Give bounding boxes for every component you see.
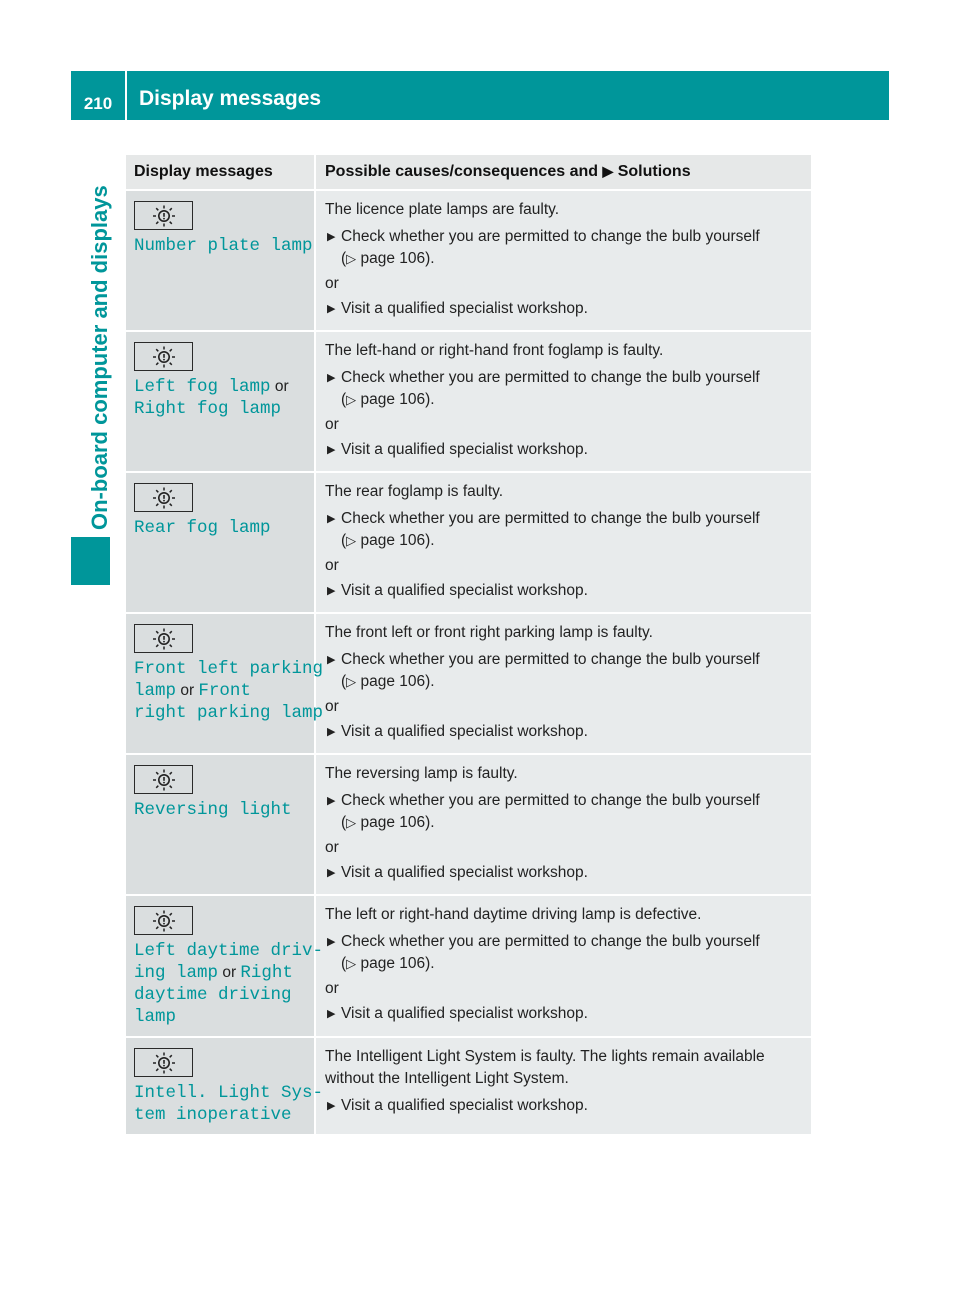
page-reference-link[interactable]: page 106). [356, 250, 435, 267]
or-separator: or [325, 557, 339, 574]
action-arrow-icon: ▶ [327, 231, 336, 243]
visit-workshop-text: Visit a qualified specialist workshop. [341, 723, 588, 740]
bulb-failure-icon [150, 204, 178, 228]
or-separator: or [325, 698, 339, 715]
visit-workshop-text: Visit a qualified specialist workshop. [341, 300, 588, 317]
table-row [126, 1037, 811, 1134]
message-code: Left fog lamp [134, 377, 271, 397]
check-action-text: Check whether you are permitted to change the bulb yourself [341, 369, 760, 386]
solutions-cell [315, 331, 811, 472]
visit-workshop-step [325, 298, 802, 320]
message-code: Rear fog lamp [134, 518, 271, 538]
check-action-text: Check whether you are permitted to change the bulb yourself [341, 792, 760, 809]
bulb-failure-icon [150, 486, 178, 510]
message-code: lamp [134, 681, 177, 701]
action-arrow-icon: ▶ [327, 444, 336, 456]
display-message-text [134, 376, 306, 420]
or-separator: or [325, 980, 339, 997]
page-ref-open: ( [341, 250, 347, 267]
check-action-step [325, 226, 802, 270]
display-message-cell [126, 613, 324, 754]
message-code: Front left parking [134, 659, 324, 679]
side-section-label: On-board computer and displays [87, 185, 112, 530]
bulb-failure-icon [134, 342, 193, 371]
bulb-failure-icon [134, 765, 193, 794]
page-reference-icon: ▷ [346, 815, 357, 830]
action-arrow-icon: ▶ [327, 303, 336, 315]
check-action-step [325, 367, 802, 411]
display-message-text [134, 235, 313, 257]
message-code: right parking lamp [134, 703, 324, 723]
display-message-text [134, 799, 306, 821]
check-action-text: Check whether you are permitted to change the bulb yourself [341, 933, 760, 950]
page-reference-link[interactable]: page 106). [356, 391, 435, 408]
page-reference-icon: ▷ [346, 674, 357, 689]
message-code: Intell. Light Sys- [134, 1083, 324, 1103]
page-reference-link[interactable]: page 106). [356, 673, 435, 690]
message-connector: or [270, 378, 289, 395]
solutions-cell [315, 895, 811, 1037]
action-arrow-icon: ▶ [327, 513, 336, 525]
cause-text: The front left or front right parking lamp is faulty. [325, 624, 653, 641]
or-separator: or [325, 839, 339, 856]
check-action-step [325, 508, 802, 552]
arrow-right-icon: ▶ [602, 163, 614, 179]
side-tab-marker [71, 537, 110, 585]
message-code: ing lamp [134, 963, 219, 983]
solutions-cell [315, 613, 811, 754]
page-title: Display messages [139, 87, 322, 110]
page-ref-open: ( [341, 955, 347, 972]
action-arrow-icon: ▶ [327, 726, 336, 738]
page-reference-link[interactable]: page 106). [356, 955, 435, 972]
or-separator: or [325, 275, 339, 292]
cause-text: The Intelligent Light System is faulty. The lights remain available without the Intelligent Light System. [325, 1048, 765, 1087]
visit-workshop-step [325, 580, 802, 602]
solutions-cell [315, 190, 811, 331]
table-row [126, 190, 811, 331]
display-message-cell [126, 331, 315, 472]
page-number: 210 [83, 94, 113, 113]
action-arrow-icon: ▶ [327, 654, 336, 666]
display-message-text [134, 1082, 324, 1126]
message-code: daytime driving [134, 985, 292, 1005]
solutions-cell [315, 472, 811, 613]
message-code: Right [240, 963, 293, 983]
action-arrow-icon: ▶ [327, 795, 336, 807]
page-reference-icon: ▷ [346, 392, 357, 407]
page-reference-icon: ▷ [346, 251, 357, 266]
page-reference-link[interactable]: page 106). [356, 814, 435, 831]
table-row [126, 895, 811, 1037]
cause-text: The rear foglamp is faulty. [325, 483, 504, 500]
check-action-step [325, 931, 802, 975]
cause-text: The left or right-hand daytime driving lamp is defective. [325, 906, 702, 923]
visit-workshop-step [325, 439, 802, 461]
bulb-failure-icon [150, 768, 178, 792]
visit-workshop-text: Visit a qualified specialist workshop. [341, 1005, 588, 1022]
bulb-failure-icon [134, 483, 193, 512]
table-row [126, 331, 811, 472]
page-reference-icon: ▷ [346, 533, 357, 548]
display-message-cell [126, 472, 315, 613]
display-message-text [134, 940, 324, 1028]
display-message-cell [126, 895, 324, 1037]
display-message-cell [126, 1037, 324, 1134]
visit-workshop-step [325, 721, 802, 743]
bulb-failure-icon [150, 1051, 178, 1075]
display-message-cell [126, 190, 315, 331]
page-ref-open: ( [341, 814, 347, 831]
display-message-text [134, 517, 306, 539]
page-ref-open: ( [341, 391, 347, 408]
page-reference-icon: ▷ [346, 956, 357, 971]
table-row [126, 613, 811, 754]
visit-workshop-text: Visit a qualified specialist workshop. [341, 1097, 588, 1114]
message-code: Right fog lamp [134, 399, 282, 419]
check-action-text: Check whether you are permitted to change the bulb yourself [341, 510, 760, 527]
page-ref-open: ( [341, 532, 347, 549]
action-arrow-icon: ▶ [327, 1008, 336, 1020]
bulb-failure-icon [150, 627, 178, 651]
column-header-display-messages: Display messages [126, 155, 315, 190]
bulb-failure-icon [134, 906, 193, 935]
message-code: Front [198, 681, 251, 701]
check-action-step [325, 790, 802, 834]
check-action-text: Check whether you are permitted to change the bulb yourself [341, 228, 760, 245]
or-separator: or [325, 416, 339, 433]
action-arrow-icon: ▶ [327, 372, 336, 384]
display-message-cell [126, 754, 315, 895]
solutions-cell [315, 1037, 811, 1134]
visit-workshop-text: Visit a qualified specialist workshop. [341, 864, 588, 881]
bulb-failure-icon [134, 624, 193, 653]
message-code: lamp [134, 1007, 177, 1027]
column-header-causes-solutions: Possible causes/consequences and ▶ Solutions [315, 155, 811, 190]
action-arrow-icon: ▶ [327, 867, 336, 879]
message-code: Number plate lamp [134, 236, 313, 256]
visit-workshop-text: Visit a qualified specialist workshop. [341, 441, 588, 458]
table-body [126, 190, 811, 1134]
bulb-failure-icon [150, 909, 178, 933]
cause-text: The left-hand or right-hand front foglamp is faulty. [325, 342, 664, 359]
message-code: Reversing light [134, 800, 292, 820]
bulb-failure-icon [134, 1048, 193, 1077]
cause-text: The licence plate lamps are faulty. [325, 201, 560, 218]
check-action-text: Check whether you are permitted to change the bulb yourself [341, 651, 760, 668]
display-message-text [134, 658, 324, 724]
table-row [126, 472, 811, 613]
message-code: tem inoperative [134, 1105, 292, 1125]
table-header-row [126, 155, 811, 190]
action-arrow-icon: ▶ [327, 936, 336, 948]
message-connector: or [176, 682, 199, 699]
bulb-failure-icon [134, 201, 193, 230]
visit-workshop-step [325, 862, 802, 884]
message-code: Left daytime driv- [134, 941, 324, 961]
visit-workshop-text: Visit a qualified specialist workshop. [341, 582, 588, 599]
display-messages-table [126, 155, 811, 1134]
action-arrow-icon: ▶ [327, 1100, 336, 1112]
bulb-failure-icon [150, 345, 178, 369]
table-row [126, 754, 811, 895]
visit-workshop-step [325, 1003, 802, 1025]
page-reference-link[interactable]: page 106). [356, 532, 435, 549]
cause-text: The reversing lamp is faulty. [325, 765, 518, 782]
page-ref-open: ( [341, 673, 347, 690]
visit-workshop-step [325, 1095, 802, 1117]
action-arrow-icon: ▶ [327, 585, 336, 597]
check-action-step [325, 649, 802, 693]
header-divider [125, 71, 127, 120]
solutions-cell [315, 754, 811, 895]
message-connector: or [218, 964, 241, 981]
